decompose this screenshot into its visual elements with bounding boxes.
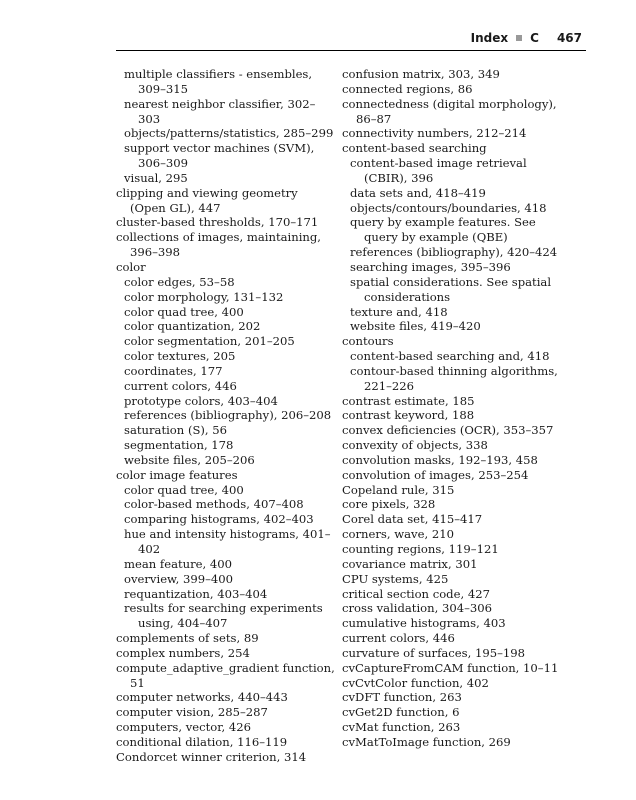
index-entry: conditional dilation, 116–119 (116, 734, 288, 749)
index-subentry: requantization, 403–404 (124, 586, 268, 601)
index-subentry: color morphology, 131–132 (124, 289, 284, 304)
index-subentry: searching images, 395–396 (350, 259, 511, 274)
index-subentry: coordinates, 177 (124, 363, 223, 378)
index-subentry: website files, 419–420 (350, 319, 481, 334)
index-entry: curvature of surfaces, 195–198 (342, 645, 526, 660)
index-subentry: objects/patterns/statistics, 285–299 (124, 126, 334, 141)
index-entry: cluster-based thresholds, 170–171 (116, 215, 319, 230)
index-entry: confusion matrix, 303, 349 (342, 67, 500, 81)
index-column-left (116, 67, 336, 765)
index-entry: convex deficiencies (OCR), 353–357 (342, 423, 554, 438)
index-entry: convolution masks, 192–193, 458 (342, 452, 538, 467)
index-entry: Corel data set, 415–417 (342, 512, 483, 527)
index-subentry: color segmentation, 201–205 (124, 334, 295, 349)
index-entry: clipping and viewing geometry (Open GL), 447 (116, 185, 298, 215)
page-number: 467 (556, 31, 582, 45)
index-subentry: comparing histograms, 402–403 (124, 512, 314, 527)
index-entry: compute_adaptive_gradient function, 51 (116, 660, 335, 690)
index-column-right (342, 67, 562, 750)
index-subentry: color textures, 205 (124, 349, 236, 364)
index-subentry: content-based searching and, 418 (350, 349, 550, 364)
index-subentry: prototype colors, 403–404 (124, 393, 278, 408)
running-header (116, 30, 586, 51)
index-entry: current colors, 446 (342, 631, 455, 646)
index-subentry: query by example features. See query by example (QBE) (350, 215, 536, 245)
index-subentry: support vector machines (SVM), 306–309 (124, 141, 315, 171)
index-subentry: multiple classifiers - ensembles, 309–315 (124, 67, 313, 96)
index-subentry: overview, 399–400 (124, 571, 234, 586)
header-letter: C (530, 31, 539, 45)
index-entry: connected regions, 86 (342, 81, 473, 96)
index-entry: convolution of images, 253–254 (342, 467, 529, 482)
header-content (471, 31, 582, 45)
index-entry: connectivity numbers, 212–214 (342, 126, 527, 141)
index-subentry: color edges, 53–58 (124, 274, 235, 289)
header-section: Index (470, 31, 509, 45)
index-subentry: spatial considerations. See spatial considerations (350, 274, 552, 304)
index-entry: cvCvtColor function, 402 (342, 675, 489, 690)
index-entry: contours (342, 334, 394, 349)
index-subentry: objects/contours/boundaries, 418 (350, 200, 547, 215)
index-entry: connectedness (digital morphology), 86–87 (342, 96, 557, 126)
index-entry: corners, wave, 210 (342, 527, 454, 542)
index-subentry: color quantization, 202 (124, 319, 261, 334)
index-entry: content-based searching (342, 141, 487, 156)
index-entry: complements of sets, 89 (116, 631, 259, 646)
index-subentry: references (bibliography), 420–424 (350, 245, 558, 260)
index-subentry: nearest neighbor classifier, 302–303 (124, 96, 316, 126)
index-entry: computer networks, 440–443 (116, 690, 288, 705)
index-entry: collections of images, maintaining, 396–398 (116, 230, 321, 260)
index-entry: CPU systems, 425 (342, 571, 449, 586)
index-entry: convexity of objects, 338 (342, 438, 488, 453)
index-subentry: segmentation, 178 (124, 438, 234, 453)
index-entry: core pixels, 328 (342, 497, 436, 512)
index-entry: color (116, 259, 146, 274)
index-entry: contrast estimate, 185 (342, 393, 475, 408)
index-subentry: results for searching experiments using, 404–407 (124, 601, 323, 631)
index-subentry: content-based image retrieval (CBIR), 396 (350, 156, 527, 185)
index-subentry: color quad tree, 400 (124, 304, 244, 319)
index-subentry: texture and, 418 (350, 304, 448, 319)
index-entry: critical section code, 427 (342, 586, 490, 601)
index-entry: covariance matrix, 301 (342, 556, 478, 571)
index-entry: cvMatToImage function, 269 (342, 734, 511, 749)
index-subentry: references (bibliography), 206–208 (124, 408, 332, 423)
index-entry: cumulative histograms, 403 (342, 616, 506, 631)
index-entry: color image features (116, 467, 238, 482)
index-subentry: visual, 295 (124, 170, 188, 185)
index-entry: cvCaptureFromCAM function, 10–11 (342, 660, 559, 675)
separator-square-icon (516, 35, 522, 41)
index-subentry: contour-based thinning algorithms, 221–226 (350, 363, 558, 393)
index-entry: computers, vector, 426 (116, 720, 252, 735)
index-subentry: mean feature, 400 (124, 556, 233, 571)
index-entry: Copeland rule, 315 (342, 482, 455, 497)
index-entry: cvGet2D function, 6 (342, 705, 460, 720)
index-entry: counting regions, 119–121 (342, 542, 499, 556)
index-entry: contrast keyword, 188 (342, 408, 475, 423)
index-entry: cvMat function, 263 (342, 720, 461, 735)
index-subentry: data sets and, 418–419 (350, 185, 486, 200)
index-entry: complex numbers, 254 (116, 645, 250, 660)
index-subentry: color quad tree, 400 (124, 482, 244, 497)
index-subentry: saturation (S), 56 (124, 423, 228, 438)
index-entry: cvDFT function, 263 (342, 690, 462, 705)
index-entry: Condorcet winner criterion, 314 (116, 749, 307, 764)
index-subentry: hue and intensity histograms, 401–402 (124, 527, 331, 556)
index-subentry: current colors, 446 (124, 378, 237, 393)
index-entry: cross validation, 304–306 (342, 601, 493, 616)
index-entry: computer vision, 285–287 (116, 705, 268, 720)
index-subentry: color-based methods, 407–408 (124, 497, 304, 512)
index-subentry: website files, 205–206 (124, 452, 255, 467)
